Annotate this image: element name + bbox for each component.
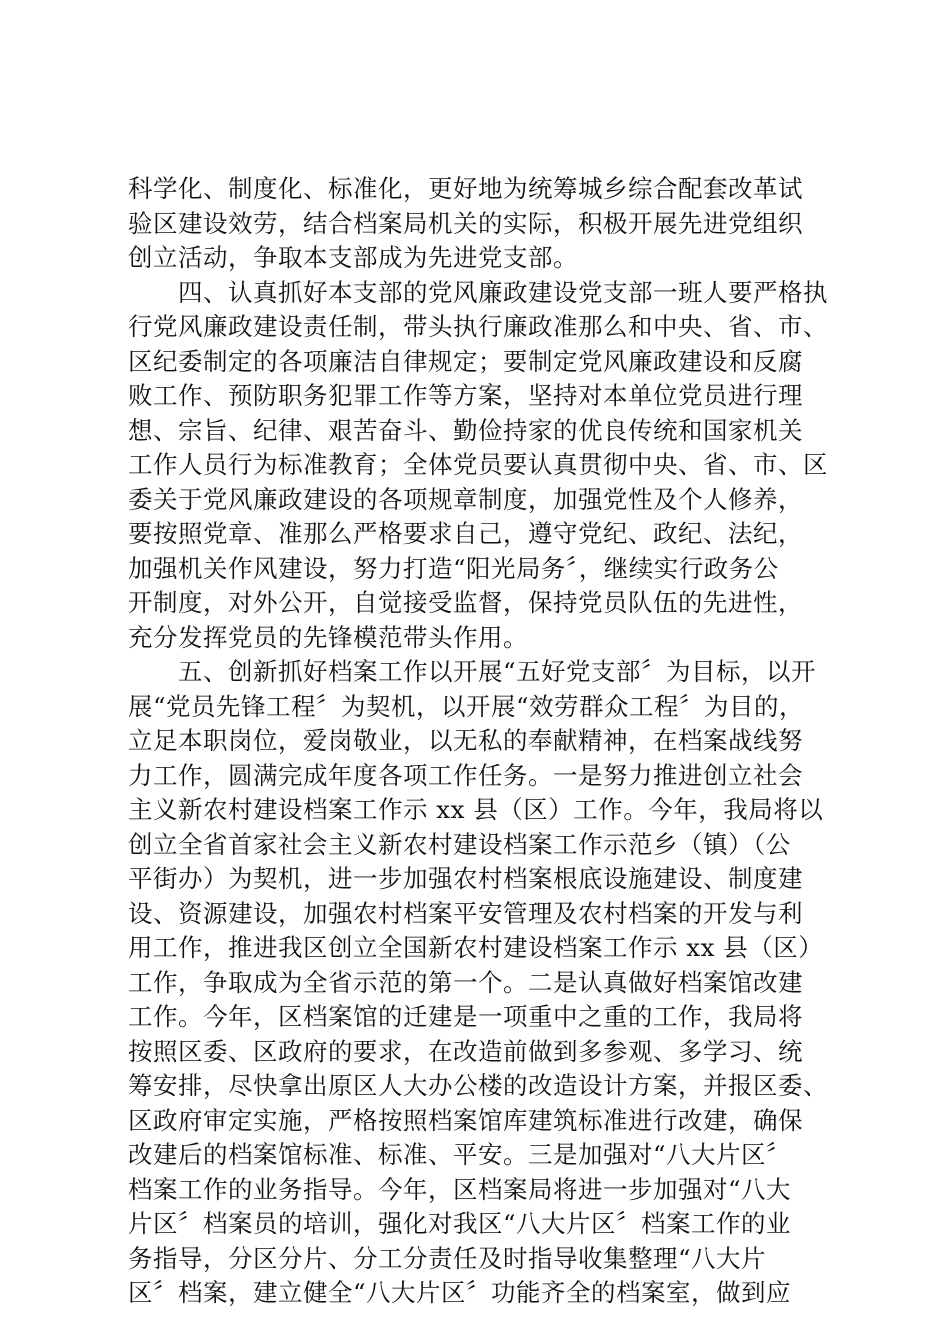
text-line: 片区〞档案员的培训，强化对我区“八大片区〞档案工作的业 (128, 1209, 792, 1238)
text-line: 设、资源建设，加强农村档案平安管理及农村档案的开发与利 (128, 898, 803, 928)
text-line: 区纪委制定的各项廉洁自律规定；要制定党风廉政建设和反腐 (128, 346, 803, 376)
text-line: 科学化、制度化、标准化，更好地为统筹城乡综合配套改革试 (128, 174, 803, 203)
text-line: 用工作，推进我区创立全国新农村建设档案工作示 xx 县（区） (128, 933, 824, 962)
paragraph-first-line: 五、创新抓好档案工作以开展“五好党支部〞为目标，以开 (178, 657, 817, 686)
text-line: 工作人员行为标准教育；全体党员要认真贯彻中央、省、市、区 (128, 450, 828, 479)
text-line: 要按照党章、准那么严格要求自己，遵守党纪、政纪、法纪， (128, 519, 803, 548)
text-line: 想、宗旨、纪律、艰苦奋斗、勤俭持家的优良传统和国家机关 (128, 415, 803, 445)
text-line: 加强机关作风建设，努力打造“阳光局务〞，继续实行政务公 (128, 553, 779, 583)
text-line: 败工作、预防职务犯罪工作等方案，坚持对本单位党员进行理 (128, 381, 803, 410)
text-line: 充分发挥党员的先锋模范带头作用。 (128, 622, 528, 652)
text-line: 筹安排，尽快拿出原区人大办公楼的改造设计方案，并报区委、 (128, 1071, 828, 1100)
paragraph-first-line: 四、认真抓好本支部的党风廉政建设党支部一班人要严格执 (178, 277, 828, 307)
text-line: 改建后的档案馆标准、标准、平安。三是加强对“八大片区〞 (128, 1140, 792, 1169)
text-line: 档案工作的业务指导。今年，区档案局将进一步加强对“八大 (128, 1174, 792, 1204)
text-line: 主义新农村建设档案工作示 xx 县（区）工作。今年，我局将以 (128, 795, 824, 824)
text-line: 务指导，分区分片、分工分责任及时指导收集整理“八大片 (128, 1243, 767, 1273)
text-line: 按照区委、区政府的要求，在改造前做到多参观、多学习、统 (128, 1036, 803, 1066)
text-line: 开制度，对外公开，自觉接受监督，保持党员队伍的先进性， (128, 588, 803, 617)
text-line: 委关于党风廉政建设的各项规章制度，加强党性及个人修养， (128, 484, 803, 514)
text-line: 展“党员先锋工程〞为契机，以开展“效劳群众工程〞为目的， (128, 691, 805, 721)
text-line: 工作，争取成为全省示范的第一个。二是认真做好档案馆改建 (128, 967, 803, 997)
text-line: 行党风廉政建设责任制，带头执行廉政准那么和中央、省、市、 (128, 312, 828, 341)
text-line: 创立活动，争取本支部成为先进党支部。 (128, 243, 578, 272)
text-line: 创立全省首家社会主义新农村建设档案工作示范乡（镇）（公 (128, 829, 791, 859)
text-line: 区政府审定实施，严格按照档案馆库建筑标准进行改建，确保 (128, 1105, 803, 1135)
text-line: 平街办）为契机，进一步加强农村档案根底设施建设、制度建 (128, 864, 803, 893)
text-line: 验区建设效劳，结合档案局机关的实际，积极开展先进党组织 (128, 208, 803, 238)
text-line: 工作。今年，区档案馆的迁建是一项重中之重的工作，我局将 (128, 1002, 803, 1031)
text-line: 立足本职岗位，爱岗敬业，以无私的奉献精神，在档案战线努 (128, 726, 803, 755)
body-text (128, 172, 828, 1311)
text-line: 力工作，圆满完成年度各项工作任务。一是努力推进创立社会 (128, 760, 803, 790)
text-line: 区〞档案，建立健全“八大片区〞功能齐全的档案室，做到应 (128, 1278, 792, 1307)
